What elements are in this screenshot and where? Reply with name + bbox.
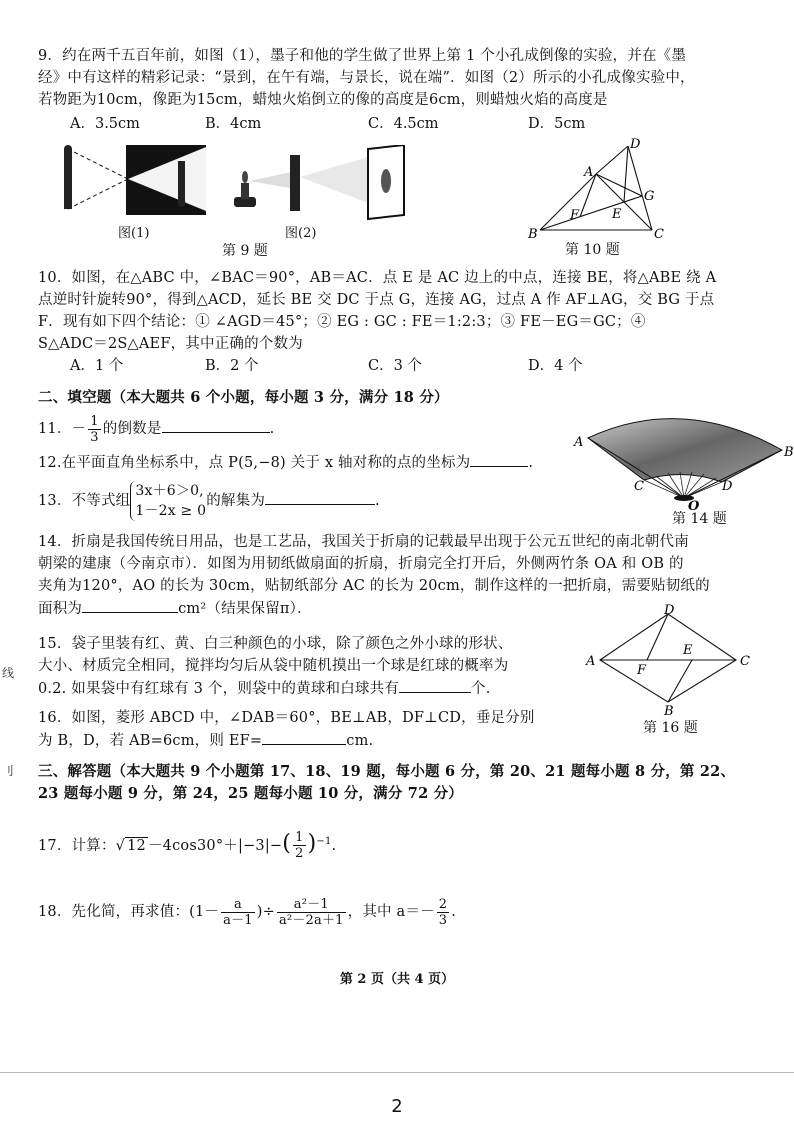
q9-line-2: 经》中有这样的精彩记录：“景到，在午有端，与景长，说在端”．如图（2）所示的小孔成像实验中， [38, 70, 695, 86]
q11-frac-den: 3 [90, 429, 99, 445]
q17-exponent: −1 [316, 836, 332, 847]
figure-14-caption: 第 14 题 [672, 511, 727, 527]
q15-line-3a: 0.2. 如果袋中有红球有 3 个，则袋中的黄球和白球共有 [38, 681, 400, 697]
q18-f2-num: a²－1 [277, 897, 346, 913]
q15-line-1: 15．袋子里装有红、黄、白三种颜色的小球，除了颜色之外小球的形状、 [38, 636, 513, 652]
q17-end: . [331, 837, 337, 854]
q11-number: 11． [38, 421, 72, 437]
q10-line-1: 10．如图，在△ABC 中，∠BAC＝90°，AB＝AC．点 E 是 AC 边上的中点，连接 BE，将△ABE 绕 A [38, 270, 717, 286]
figure-9-2-caption: 图(2) [285, 226, 317, 241]
q13-inequality-system [130, 481, 206, 521]
q9-line-1: 9．约在两千五百年前，如图（1），墨子和他的学生做了世界上第 1 个小孔成倒像的实验，并在《墨 [38, 48, 687, 64]
q13-answer-blank[interactable] [265, 490, 375, 505]
figure-9-2-candle-experiment [228, 145, 408, 225]
q16-line-1: 16．如图，菱形 ABCD 中，∠DAB＝60°，BE⊥AB，DF⊥CD，垂足分别 [38, 710, 535, 726]
fig10-label-f: F [570, 208, 580, 223]
q18-fraction-3 [437, 897, 449, 928]
q9-option-b: B．4cm [205, 116, 262, 132]
q14-line-4a: 面积为 [38, 601, 83, 617]
fig14-label-d: D [722, 479, 733, 494]
q12 [38, 452, 533, 473]
q17-frac-den: 2 [295, 846, 304, 862]
q18 [38, 890, 456, 934]
section-3-line-1: 三、解答题（本大题共 9 个小题第 17、18、19 题，每小题 6 分，第 20、21 题每小题 8 分，第 22、 [38, 763, 736, 780]
fig14-label-b: B [784, 445, 794, 460]
q18-fraction-1 [221, 897, 255, 928]
fig16-label-b: B [664, 704, 674, 716]
q17-sqrt: 12 [127, 837, 146, 854]
q11-end: . [269, 421, 275, 437]
q13-text: 的解集为 [206, 493, 266, 509]
q18-end: . [451, 904, 457, 920]
q15-line-3b: 个. [471, 681, 491, 697]
fig10-label-d: D [630, 137, 641, 152]
fig16-label-f: F [637, 663, 647, 678]
fig14-label-c: C [634, 479, 644, 494]
q18-f3-den: 3 [438, 912, 448, 928]
q12-answer-blank[interactable] [470, 452, 528, 467]
q13-ineq-2: 1－2x ≥ 0 [135, 503, 207, 519]
fig14-label-a: A [574, 435, 584, 450]
q18-f1-num: a [221, 897, 255, 913]
figure-10-triangle [520, 134, 670, 244]
figure-14-folding-fan [572, 412, 794, 512]
fig10-label-a: A [584, 165, 594, 180]
q17: 17．计算：√ 12 －4cos30°＋|−3|−( $\frac{1}{2}$ )$^{-1}$. [38, 830, 337, 862]
q13-end: . [375, 493, 380, 509]
q17-number: 17．计算： [38, 837, 116, 854]
q18-fraction-2 [277, 897, 346, 928]
q18-cond: ，其中 a＝－ [347, 904, 435, 920]
page-number: 2 [391, 1096, 403, 1117]
q11-fraction [88, 414, 100, 445]
fig16-label-d: D [664, 604, 675, 618]
q10-option-b: B．2 个 [205, 358, 259, 374]
q18-f1-den: a－1 [223, 912, 253, 928]
fig16-label-e: E [683, 643, 693, 658]
q17-fraction [293, 830, 305, 861]
q15-line-2: 大小、材质完全相同，搅拌均匀后从袋中随机摸出一个球是红球的概率为 [38, 658, 509, 674]
fig10-label-g: G [644, 189, 655, 204]
section-3-line-2: 23 题每小题 9 分，第 24，25 题每小题 10 分，满分 72 分） [38, 785, 464, 802]
figure-9-1-pinhole-camera [58, 143, 210, 225]
q13 [38, 478, 380, 524]
q11-neg: － [71, 421, 87, 437]
q9-option-c: C．4.5cm [368, 116, 439, 132]
q11-text: 的倒数是 [102, 421, 162, 437]
fig14-label-o: O [688, 499, 700, 512]
q15-line-3 [38, 678, 491, 699]
q16-line-2a: 为 B，D，若 AB=6cm，则 EF= [38, 733, 263, 749]
q14-line-2: 朝梁的建康（今南京市）．如图为用韧纸做扇面的折扇，折扇完全打开后，外侧两竹条 OA 和 OB 的 [38, 556, 684, 572]
q15-answer-blank[interactable] [399, 678, 471, 693]
section-2-heading: 二、填空题（本大题共 6 个小题，每小题 3 分，满分 18 分） [38, 389, 449, 406]
q10-option-a: A．1 个 [70, 358, 124, 374]
q11 [38, 412, 274, 446]
q9-line-3: 若物距为10cm，像距为15cm，蜡烛火焰倒立的像的高度是6cm，则蜡烛火焰的高度是 [38, 92, 608, 108]
q14-line-4b: cm²（结果保留π）． [178, 601, 312, 617]
q10-line-2: 点逆时针旋转90°，得到△ACD，延长 BE 交 DC 于点 G，连接 AG，过点 A 作 AF⊥AG，交 BG 于点 [38, 292, 715, 308]
q14-line-4 [38, 598, 312, 619]
q11-frac-num: 1 [90, 413, 99, 429]
margin-mark-1: 线 [2, 666, 15, 680]
q17-mid: －4cos30°＋|−3|− [147, 837, 283, 854]
figure-10-caption: 第 10 题 [565, 242, 620, 258]
q14-answer-blank[interactable] [82, 598, 178, 613]
q18-number: 18．先化简，再求值：(1－ [38, 904, 220, 920]
margin-mark-2: 刂 [2, 764, 15, 778]
q16-line-2 [38, 730, 373, 751]
q13-ineq-1: 3x＋6＞0, [135, 483, 204, 499]
q12-end: . [528, 455, 534, 471]
page-divider [0, 1072, 794, 1073]
q10-option-d: D．4 个 [528, 358, 583, 374]
q16-line-2b: cm. [346, 733, 374, 749]
q13-number: 13．不等式组 [38, 493, 131, 509]
q14-line-3: 夹角为120°，AO 的长为 30cm，贴韧纸部分 AC 的长为 20cm，制作这样的一把折扇，需要贴韧纸的 [38, 578, 710, 594]
fig10-label-b: B [528, 227, 538, 242]
q9-option-d: D．5cm [528, 116, 586, 132]
q16-answer-blank[interactable] [262, 730, 346, 745]
q18-div: )÷ [256, 904, 275, 920]
q18-f3-num: 2 [438, 896, 448, 912]
q18-f2-den: a²－2a＋1 [278, 912, 344, 928]
figure-9-caption: 第 9 题 [222, 243, 268, 259]
q12-text: 12.在平面直角坐标系中，点 P(5,−8) 关于 x 轴对称的点的坐标为 [38, 455, 471, 471]
page-footer: 第 2 页（共 4 页） [339, 972, 455, 987]
figure-16-caption: 第 16 题 [643, 720, 698, 736]
q17-frac-num: 1 [295, 830, 304, 846]
fig10-label-c: C [654, 227, 664, 242]
q10-option-c: C．3 个 [368, 358, 422, 374]
q9-option-a: A．3.5cm [70, 116, 140, 132]
q11-answer-blank[interactable] [162, 418, 270, 433]
q10-line-4: S△ADC＝2S△AEF，其中正确的个数为 [38, 336, 303, 352]
q14-line-1: 14．折扇是我国传统日用品，也是工艺品，我国关于折扇的记载最早出现于公元五世纪的南北朝代南 [38, 534, 689, 550]
fig16-label-c: C [740, 654, 750, 669]
fig10-label-e: E [612, 207, 622, 222]
q10-line-3: F．现有如下四个结论：① ∠AGD＝45°；② EG : GC : FE＝1:2:3；③ FE－EG＝GC；④ [38, 314, 646, 330]
fig16-label-a: A [586, 654, 596, 669]
figure-9-1-caption: 图(1) [118, 226, 150, 241]
figure-16-rhombus [584, 604, 754, 716]
